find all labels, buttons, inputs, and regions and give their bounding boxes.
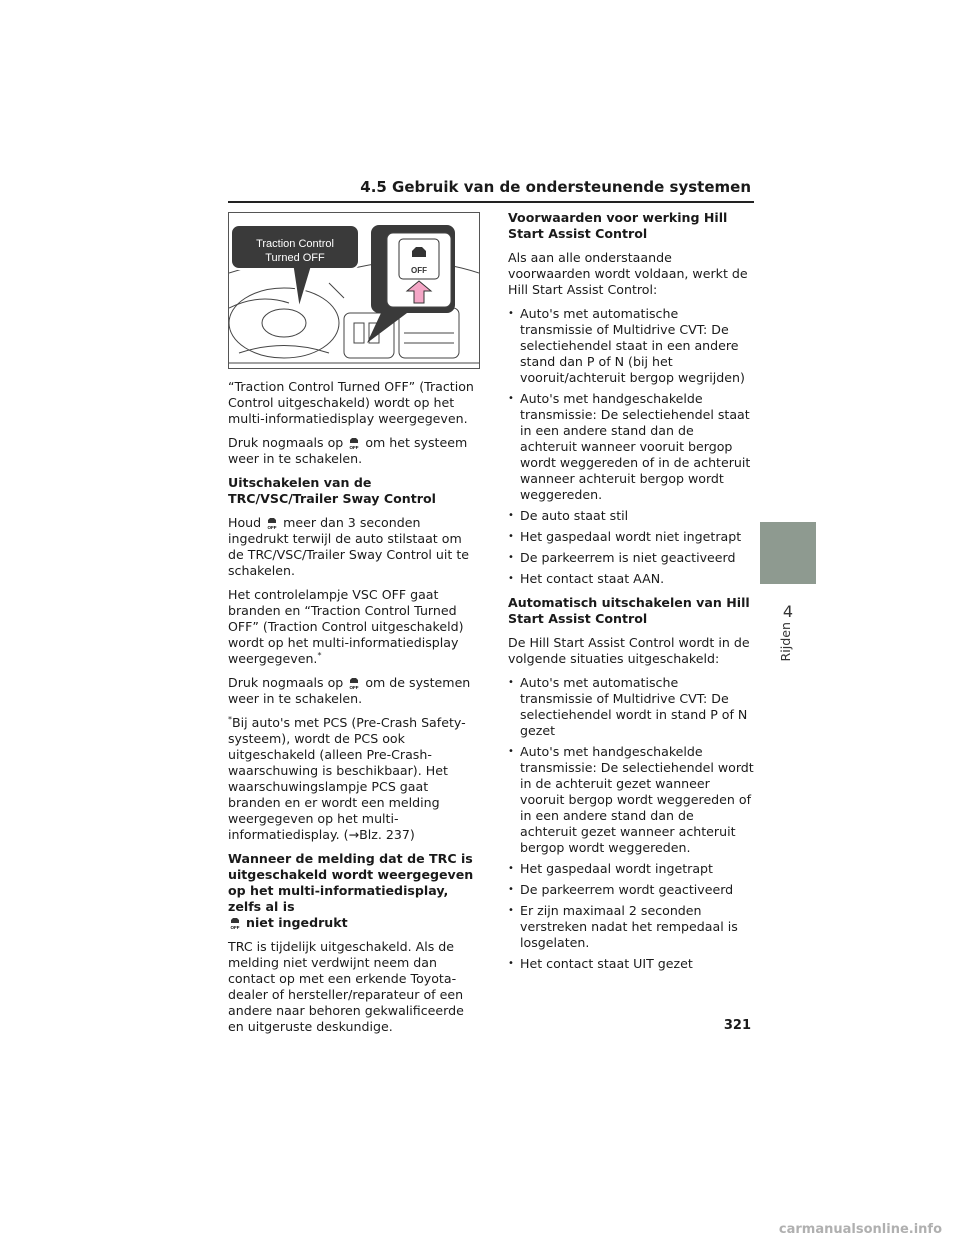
list-item: • De parkeerrem is niet geactiveerd [508,550,754,566]
svg-text:OFF: OFF [349,685,359,690]
list-item: • Het gaspedaal wordt niet ingetrapt [508,529,754,545]
svg-text:OFF: OFF [349,445,359,450]
heading-trc-message-displayed: Wanneer de melding dat de TRC is uitgeschakeld wordt weergegeven op het multi-informatiedisplay, zelfs al is OFF niet ingedrukt [228,851,474,930]
list-item: • Het contact staat UIT gezet [508,956,754,972]
paragraph-trc-temporarily-off: TRC is tijdelijk uitgeschakeld. Als de melding niet verdwijnt neem dan contact op met een erkende Toyota-dealer of hersteller/reparateur of een andere naar behoren gekwalificeerde en uitgeruste deskundige. [228,939,464,1034]
header-divider [228,201,754,203]
paragraph-conditions-intro: Als aan alle onderstaande voorwaarden wordt voldaan, werkt de Hill Start Assist Control: [508,250,748,297]
heading-disable-trc-vsc: Uitschakelen van de TRC/VSC/Trailer Sway Control [228,475,436,506]
list-item: • Het contact staat AAN. [508,571,754,587]
left-column [228,379,478,1043]
callout-line-1: Traction Control [256,238,334,250]
right-column [508,210,754,977]
section-header-title: 4.5 Gebruik van de ondersteunende systemen [360,178,751,196]
paragraph-hold-button: Houd OFF meer dan 3 seconden ingedrukt terwijl de auto stilstaat om de TRC/VSC/Trailer Sway Control uit te schakelen. [228,515,470,578]
footnote-pcs: *Bij auto's met PCS (Pre-Crash Safety-systeem), wordt de PCS ook uitgeschakeld (alleen Pre-Crash-waarschuwing is beschikbaar). Het waarschuwingslampje PCS gaat branden en er wordt een melding weergegeven op het multi-informatiedisplay. (→Blz. 237) [228,714,466,842]
list-item: • Auto's met handgeschakelde transmissie: De selectiehendel wordt in de achteruit gezet wanneer vooruit bergop wordt weggereden of in een andere stand dan de achteruit gezet wanneer achteruit bergop wordt weggereden. [508,744,754,856]
trc-off-icon [347,435,361,450]
list-item: • Auto's met automatische transmissie of Multidrive CVT: De selectiehendel wordt in stand P of N gezet [508,675,754,739]
list-auto-off-situations [508,675,754,972]
list-item: • Auto's met automatische transmissie of Multidrive CVT: De selectiehendel staat in een andere stand dan P of N (bij het vooruit/achteruit bergop wegrijden) [508,306,754,386]
svg-text:OFF: OFF [267,525,277,530]
paragraph-auto-off-intro: De Hill Start Assist Control wordt in de volgende situaties uitgeschakeld: [508,635,750,666]
chapter-number: 4 [782,602,794,621]
trc-off-icon [347,675,361,690]
list-item: • De parkeerrem wordt geactiveerd [508,882,754,898]
list-item: • Het gaspedaal wordt ingetrapt [508,861,754,877]
heading-hill-start-auto-off: Automatisch uitschakelen van Hill Start Assist Control [508,595,750,626]
trc-off-icon [265,515,279,530]
paragraph-traction-message: “Traction Control Turned OFF” (Traction Control uitgeschakeld) wordt op het multi-informatiedisplay weergegeven. [228,379,474,426]
list-item: • Er zijn maximaal 2 seconden verstreken nadat het rempedaal is losgelaten. [508,903,754,951]
list-operating-conditions [508,306,754,587]
page-number: 321 [723,1018,751,1033]
svg-text:OFF: OFF [230,925,240,930]
callout-line-2: Turned OFF [265,252,325,264]
paragraph-press-again-1: Druk nogmaals op OFF om het systeem weer in te schakelen. [228,435,468,466]
heading-hill-start-conditions: Voorwaarden voor werking Hill Start Assist Control [508,210,728,241]
chapter-tab [760,522,816,584]
button-off-label: OFF [411,266,427,275]
paragraph-press-again-2: Druk nogmaals op OFF om de systemen weer in te schakelen. [228,675,471,706]
watermark: carmanualsonline.info [778,1222,942,1237]
dashboard-illustration [228,212,480,369]
list-item: • De auto staat stil [508,508,754,524]
trc-off-icon [228,915,242,930]
paragraph-vsc-off-lamp: Het controlelampje VSC OFF gaat branden en “Traction Control Turned OFF” (Traction Control uitgeschakeld) wordt op het multi-informatiedisplay weergegeven.* [228,587,464,666]
list-item: • Auto's met handgeschakelde transmissie: De selectiehendel staat in een andere stand dan de achteruit wanneer vooruit bergop wordt weggereden of in de achteruit wanneer achteruit bergop wordt weggereden. [508,391,754,503]
chapter-name: Rijden [778,622,793,662]
